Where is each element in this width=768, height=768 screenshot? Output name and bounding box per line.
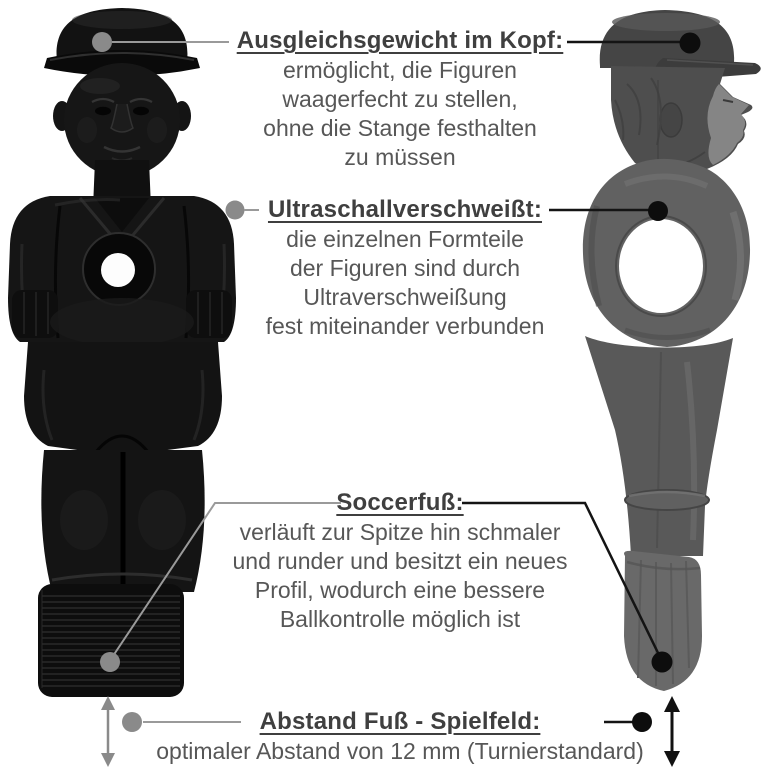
callout-ultrasonic-weld-title: Ultraschallverschweißt: [267,196,543,223]
callout-soccer-foot-title: Soccerfuß: [336,489,464,516]
callout-head-weight [210,26,590,172]
callout-head-weight-title: Ausgleichsgewicht im Kopf: [236,27,564,54]
callout-head-weight-line: ohne die Stange festhalten [263,115,537,141]
callout-ultrasonic-weld-line: die einzelnen Formteile [286,226,524,252]
callout-foot-field-distance-line: optimaler Abstand von 12 mm (Turnierstandard) [156,738,644,764]
callout-head-weight-line: zu müssen [344,144,456,170]
callout-ultrasonic-weld-line: Ultraverschweißung [303,284,507,310]
marker-dot-cap-left [92,32,112,52]
callout-foot-field-distance-title: Abstand Fuß - Spielfeld: [259,708,541,735]
callout-ultrasonic-weld-line: fest miteinander verbunden [265,313,545,339]
marker-dot-ring-right [648,201,668,221]
callout-ultrasonic-weld-line: der Figuren sind durch [289,255,521,281]
callout-soccer-foot-line: und runder und besitzt ein neues [232,548,568,574]
marker-dot-foot-left [100,652,120,672]
callout-head-weight-line: waagerfecht zu stellen, [282,86,518,112]
callout-soccer-foot-line: verläuft zur Spitze hin schmaler [239,519,561,545]
marker-dot-cap-right [680,33,701,54]
callout-ultrasonic-weld [215,195,595,341]
marker-dot-foot-right [652,652,673,673]
callout-soccer-foot-line: Profil, wodurch eine bessere [254,577,546,603]
callout-soccer-foot-line: Ballkontrolle möglich ist [279,606,521,632]
callout-soccer-foot [195,488,605,634]
callout-foot-field-distance [100,707,700,766]
callout-head-weight-line: ermöglicht, die Figuren [283,57,517,83]
